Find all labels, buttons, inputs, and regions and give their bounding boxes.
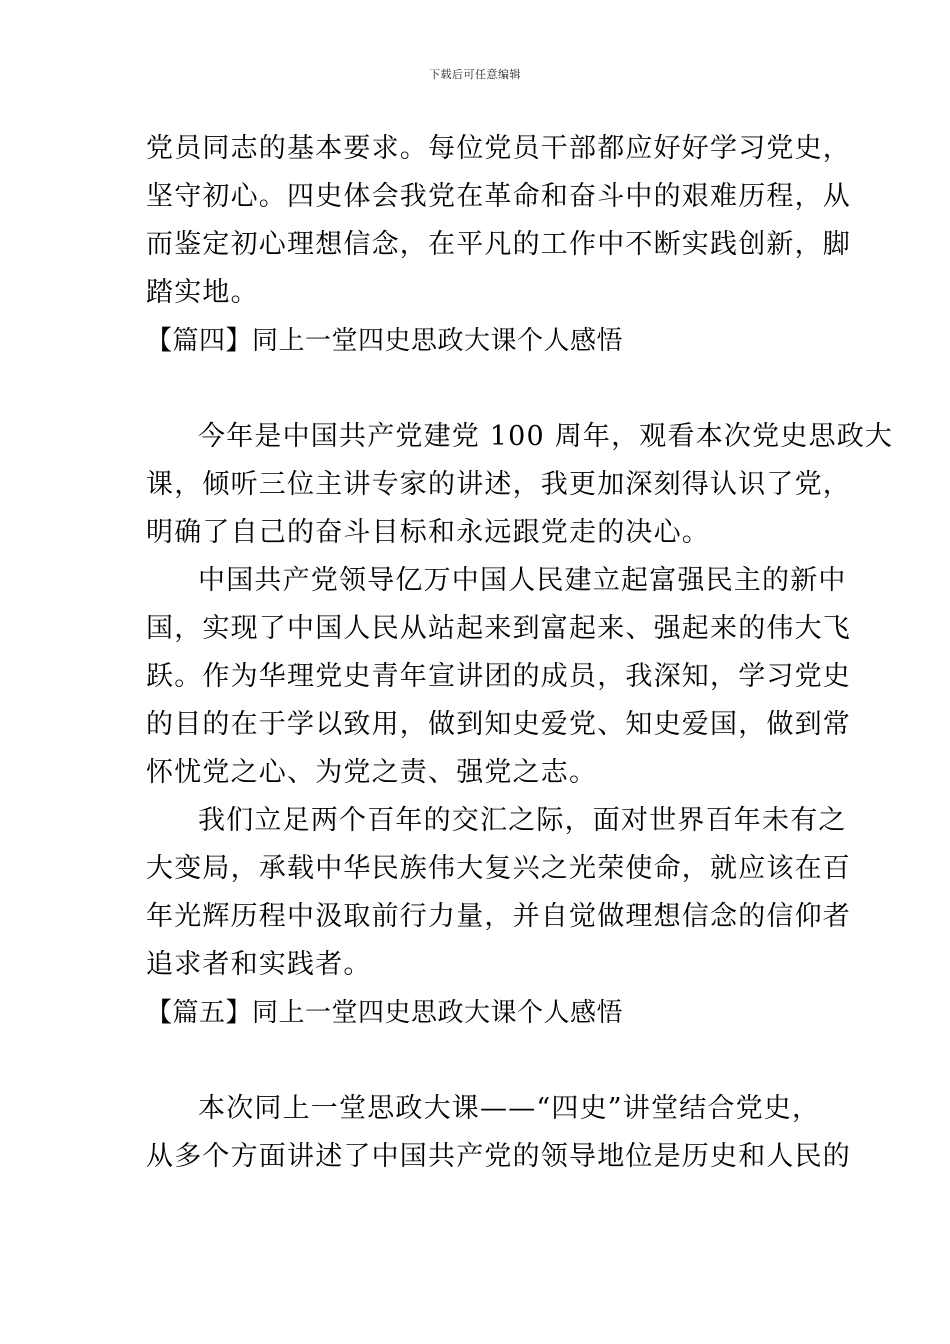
text-line: 课，倾听三位主讲专家的讲述，我更加深刻得认识了党， <box>146 469 851 500</box>
spacer <box>146 365 808 413</box>
paragraph-continued <box>146 125 851 317</box>
paragraph-4-2 <box>146 557 851 797</box>
text-line: 的目的在于学以致用，做到知史爱党、知史爱国，做到常 <box>146 709 851 740</box>
text-line: 中国共产党领导亿万中国人民建立起富强民主的新中 <box>198 565 847 596</box>
text-line: 怀忧党之心、为党之责、强党之志。 <box>146 757 598 788</box>
header-note: 下载后可任意编辑 <box>429 68 521 81</box>
text-line: 坚守初心。四史体会我党在革命和奋斗中的艰难历程，从 <box>146 181 851 212</box>
text-line: 明确了自己的奋斗目标和永远跟党走的决心。 <box>146 517 710 548</box>
spacer <box>146 1037 808 1085</box>
section-heading-4: 【篇四】同上一堂四史思政大课个人感悟 <box>146 326 624 356</box>
text-line: 踏实地。 <box>146 277 259 308</box>
text-line: 跃。作为华理党史青年宣讲团的成员，我深知，学习党史 <box>146 661 851 692</box>
text-line: 党员同志的基本要求。每位党员干部都应好好学习党史， <box>146 133 851 164</box>
text-line: 年光辉历程中汲取前行力量，并自觉做理想信念的信仰者 <box>146 901 851 932</box>
text-line: 追求者和实践者。 <box>146 949 372 980</box>
paragraph-4-3 <box>146 797 851 989</box>
text-line: 而鉴定初心理想信念，在平凡的工作中不断实践创新，脚 <box>146 229 851 260</box>
section-heading-5: 【篇五】同上一堂四史思政大课个人感悟 <box>146 998 624 1028</box>
text-line: 本次同上一堂思政大课——“四史”讲堂结合党史， <box>198 1093 821 1124</box>
document-body <box>146 125 894 1181</box>
text-line: 大变局，承载中华民族伟大复兴之光荣使命，就应该在百 <box>146 853 851 884</box>
text-line: 从多个方面讲述了中国共产党的领导地位是历史和人民的 <box>146 1141 851 1172</box>
text-line: 我们立足两个百年的交汇之际，面对世界百年未有之 <box>198 805 847 836</box>
paragraph-5-1 <box>146 1085 851 1181</box>
text-line: 今年是中国共产党建党 100 周年，观看本次党史思政大 <box>198 421 894 452</box>
text-line: 国，实现了中国人民从站起来到富起来、强起来的伟大飞 <box>146 613 851 644</box>
paragraph-4-1 <box>146 413 894 557</box>
